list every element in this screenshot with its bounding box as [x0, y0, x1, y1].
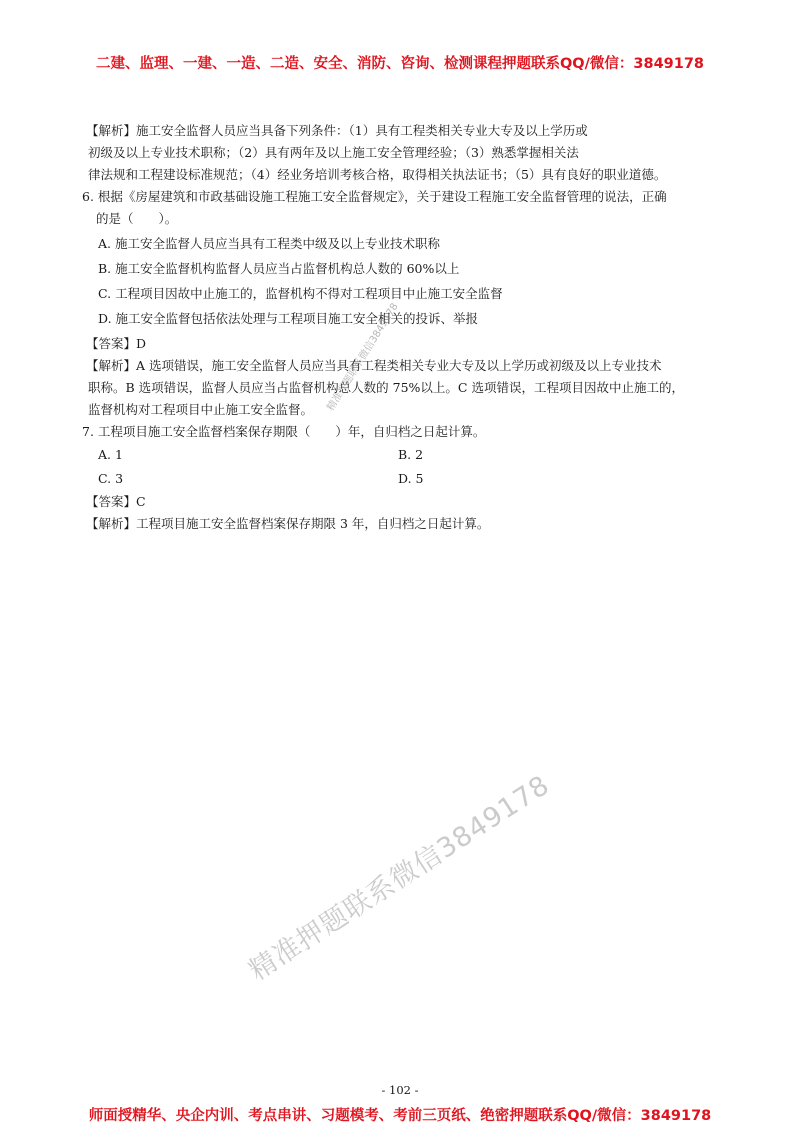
option-d: D. 5 — [398, 471, 424, 486]
analysis-line: 律法规和工程建设标准规范；（4）经业务培训考核合格，取得相关执法证书；（5）具有良好的职业道德。 — [88, 167, 667, 182]
option-a: A. 1 — [98, 447, 123, 462]
analysis-line: 【解析】工程项目施工安全监督档案保存期限 3 年，自归档之日起计算。 — [86, 516, 490, 531]
footer-banner: 师面授精华、央企内训、考点串讲、习题模考、考前三页纸、绝密押题联系QQ/微信：3849178 — [88, 1108, 712, 1124]
watermark-small: 精准押题联系微信3849178 — [325, 301, 401, 413]
option-b: B. 2 — [398, 447, 424, 462]
watermark: 精准押题联系微信3849178 — [243, 769, 556, 987]
question-stem: 6. 根据《房屋建筑和市政基础设施工程施工安全监督规定》，关于建设工程施工安全监督管理的说法，正确 — [82, 189, 667, 204]
option-d: D. 施工安全监督包括依法处理与工程项目施工安全相关的投诉、举报 — [98, 311, 479, 326]
option-c: C. 工程项目因故中止施工的，监督机构不得对工程项目中止施工安全监督 — [98, 286, 503, 301]
header-banner: 二建、监理、一建、一造、二造、安全、消防、咨询、检测课程押题联系QQ/微信：3849178 — [95, 56, 705, 72]
options-grid — [86, 443, 766, 491]
page-number: - 102 - — [381, 1083, 419, 1097]
document-body — [82, 120, 766, 535]
option-a: A. 施工安全监督人员应当具有工程类中级及以上专业技术职称 — [98, 236, 440, 251]
question-7 — [82, 421, 766, 535]
answer: 【答案】D — [86, 336, 147, 351]
analysis-line: 【解析】施工安全监督人员应当具备下列条件：（1）具有工程类相关专业大专及以上学历或 — [86, 123, 588, 138]
option-c: C. 3 — [98, 471, 124, 486]
analysis-line: 【解析】A 选项错误，施工安全监督人员应当具有工程类相关专业大专及以上学历或初级及以上专业技术 — [86, 358, 662, 373]
question-stem: 7. 工程项目施工安全监督档案保存期限（ ）年，自归档之日起计算。 — [82, 424, 486, 439]
option-b: B. 施工安全监督机构监督人员应当占监督机构总人数的 60%以上 — [98, 261, 460, 276]
analysis-line: 职称。B 选项错误，监督人员应当占监督机构总人数的 75%以上。C 选项错误，工程项目因故中止施工的， — [88, 380, 684, 395]
analysis-line: 监督机构对工程项目中止施工安全监督。 — [88, 402, 314, 417]
answer: 【答案】C — [86, 494, 146, 509]
question-stem-cont: 的是（ ）。 — [96, 211, 178, 226]
question-6 — [82, 186, 766, 421]
analysis-line: 初级及以上专业技术职称；（2）具有两年及以上施工安全管理经验；（3）熟悉掌握相关法 — [88, 145, 579, 160]
analysis-block-q5 — [86, 120, 766, 186]
